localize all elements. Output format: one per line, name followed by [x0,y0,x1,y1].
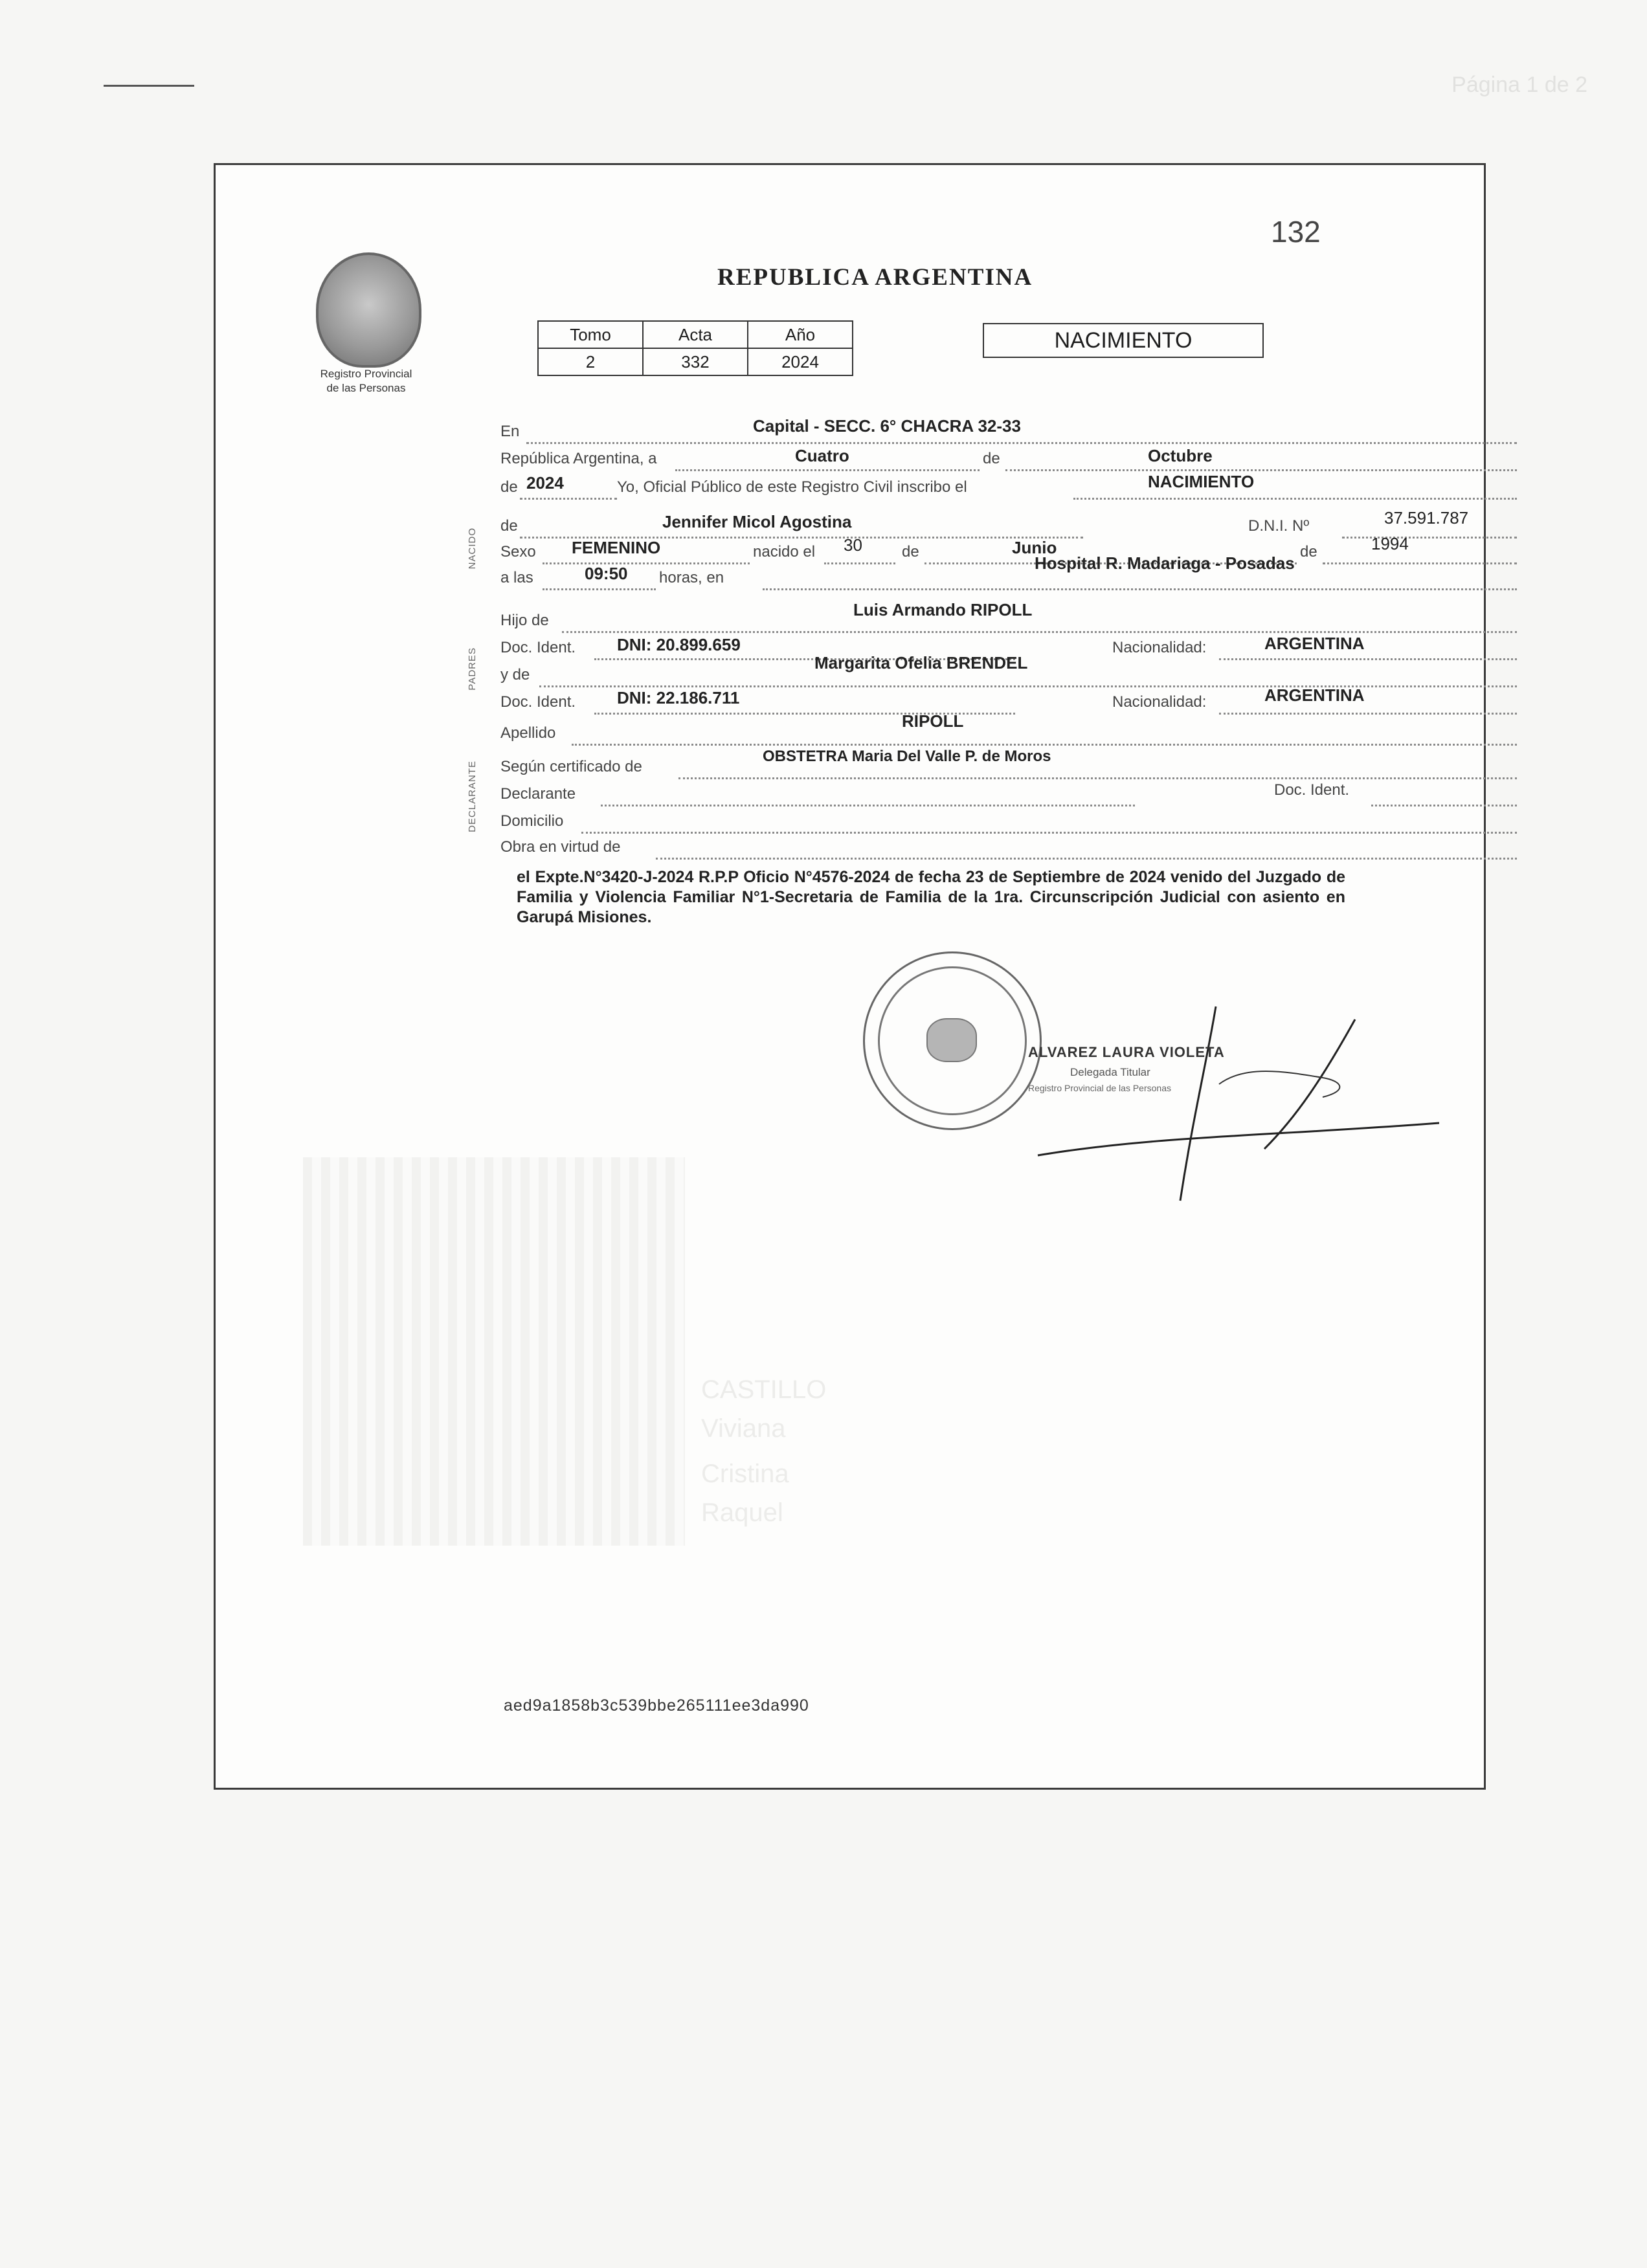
label-declarante: Declarante [500,785,576,803]
tomo-header: Tomo [538,321,643,348]
ghost-castillo: CASTILLO [701,1375,827,1404]
label-republica: República Argentina, a [500,450,657,467]
row-declarante [500,781,1517,808]
value-madre: Margarita Ofelia BRENDEL [814,653,1028,673]
dots [675,469,980,471]
label-horas: horas, en [659,569,724,586]
label-hijo: Hijo de [500,612,549,629]
ghost-name: Viviana [701,1414,786,1443]
row-domicilio [500,812,1517,836]
dots [824,562,895,564]
dots [572,744,1517,746]
label-en: En [500,423,520,440]
label-de: de [902,543,919,561]
dots [520,498,617,500]
label-doc-ident: Doc. Ident. [500,639,576,656]
section-label-declarante: DECLARANTE [467,761,478,832]
dots [601,805,1135,806]
tomo-value: 2 [538,348,643,375]
page-indicator: Página 1 de 2 [1451,72,1587,97]
value-sexo: FEMENINO [572,538,661,557]
label-de: de [500,517,518,535]
value-lugar: Capital - SECC. 6° CHACRA 32-33 [753,416,1021,436]
value-certificado: OBSTETRA Maria Del Valle P. de Moros [763,748,1051,765]
dots [1371,805,1517,806]
row-madre-doc [500,685,1517,717]
dots [543,588,656,590]
acta-frame [214,163,1486,1790]
tomo-table-header [538,321,853,348]
dots [1219,713,1517,715]
dots [526,442,1517,444]
label-obra: Obra en virtud de [500,838,621,856]
row-sexo [500,534,1517,566]
dots [1342,537,1517,539]
registro-label-line: de las Personas [326,382,406,394]
value-dia: Cuatro [795,446,849,465]
label-yde: y de [500,666,530,684]
label-nacido: nacido el [753,543,816,561]
dots [539,685,1517,687]
observaciones-text: el Expte.N°3420-J-2024 R.P.P Oficio N°4576-2024 de fecha 23 de Septiembre de 2024 venido del Juzgado de Familia y Violencia Familiar N°1-Secretaria de Familia de la 1ra. Circunscripción Judicial con asiento en Garupá Misiones. [517,868,1345,926]
dots [678,777,1517,779]
dots [656,858,1517,860]
value-apellido: RIPOLL [902,711,964,731]
label-domicilio: Domicilio [500,812,564,830]
value-hora: 09:50 [585,564,628,583]
label-yo: Yo, Oficial Público de este Registro Civil inscribo el [617,478,967,496]
value-anio: 2024 [526,473,564,493]
document-title: REPUBLICA ARGENTINA [717,264,1033,291]
value-mes: Octubre [1148,446,1213,465]
row-hora [500,553,1517,592]
signature-name: ALVAREZ LAURA VIOLETA [1028,1044,1225,1060]
row-en [500,416,1517,446]
value-padre: Luis Armando RIPOLL [853,600,1033,619]
section-label-nacido: NACIDO [467,528,478,570]
label-sexo: Sexo [500,543,536,561]
signature-icon [960,987,1439,1220]
signature-org: Registro Provincial de las Personas [1028,1083,1171,1093]
registro-label [300,367,432,395]
tomo-table-values [538,348,853,375]
acta-number: 132 [1271,215,1321,249]
label-de: de [500,478,518,496]
ghost-name: Raquel [701,1498,783,1527]
dots [1005,469,1517,471]
value-nac-mes: Junio [1012,538,1057,557]
registro-label-line: Registro Provincial [320,368,412,380]
dots [1073,498,1517,500]
value-madre-dni: DNI: 22.186.711 [617,688,740,707]
label-alas: a las [500,569,533,586]
value-nac-anio: 1994 [1371,534,1409,553]
row-apellido [500,711,1517,748]
value-nombre: Jennifer Micol Agostina [662,512,852,531]
anio-value: 2024 [748,348,853,375]
provincia-seal-icon [316,252,421,368]
label-dni: D.N.I. Nº [1248,517,1310,535]
row-certificado [500,748,1517,781]
label-doc-ident-declarante: Doc. Ident. [1274,781,1350,799]
label-de: de [1300,543,1317,561]
tipo-box: NACIMIENTO [983,323,1264,358]
row-padre [500,600,1517,635]
row-obra [500,838,1517,862]
row-inscripcion [500,472,1517,502]
dots [1323,562,1517,564]
value-dni: 37.591.787 [1384,508,1469,528]
label-doc-ident: Doc. Ident. [500,693,576,711]
label-nacionalidad: Nacionalidad: [1112,693,1207,711]
dots [543,562,750,564]
top-rule [104,85,194,87]
dots [1219,658,1517,660]
label-segun: Según certificado de [500,758,642,775]
acta-header: Acta [643,321,748,348]
value-nac-dia: 30 [844,535,862,555]
tomo-table [537,320,853,376]
qr-code-icon [303,1157,685,1546]
dots [763,588,1517,590]
row-fecha [500,446,1517,473]
anio-header: Año [748,321,853,348]
verification-hash: aed9a1858b3c539bbe265111ee3da990 [504,1696,809,1715]
value-lugar-nac: Hospital R. Madariaga - Posadas [1035,553,1295,573]
value-tipo: NACIMIENTO [1148,472,1255,491]
section-label-padres: PADRES [467,647,478,691]
row-nombre [500,508,1517,540]
dots [581,832,1517,834]
label-nacionalidad: Nacionalidad: [1112,639,1207,656]
label-de: de [983,450,1000,467]
dots [562,631,1517,633]
acta-value: 332 [643,348,748,375]
value-padre-dni: DNI: 20.899.659 [617,635,741,654]
value-padre-nac: ARGENTINA [1264,634,1365,653]
ghost-name: Cristina [701,1460,789,1488]
value-madre-nac: ARGENTINA [1264,685,1365,705]
label-apellido: Apellido [500,724,556,742]
signature-role: Delegada Titular [1070,1066,1150,1078]
